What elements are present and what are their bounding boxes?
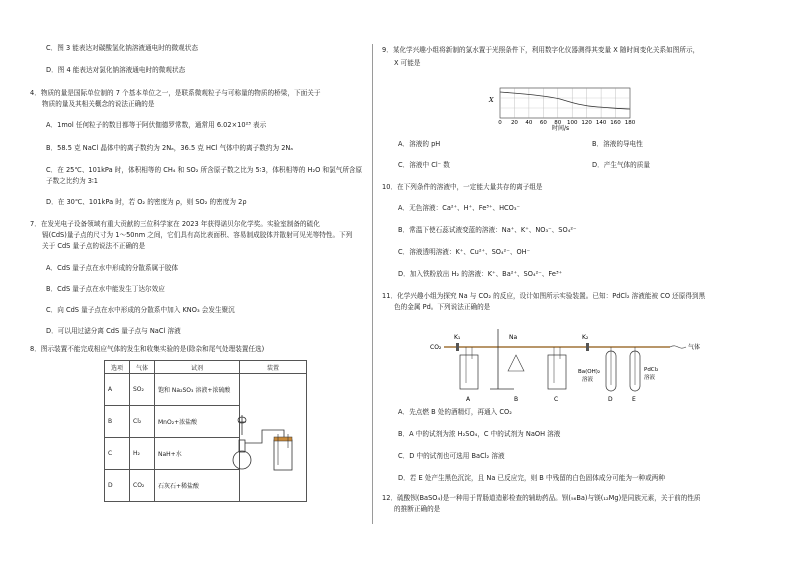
chart-x-tick-label: 120: [581, 120, 592, 126]
chart-y-label: X: [489, 96, 494, 104]
baoh2-label: Ba(OH)₂: [578, 369, 601, 375]
table-header: 装置: [240, 361, 307, 374]
q3-option-d: D．图 4 能表达对氯化钠溶液通电时的微观状态: [46, 66, 186, 74]
chart-series-line: [500, 92, 630, 109]
q10-stem: 10．在下列条件的溶液中，一定能大量共存的离子组是: [382, 183, 543, 191]
pdcl2-label: PdCl₂: [644, 367, 659, 373]
label-c: C: [554, 396, 559, 403]
chart-x-tick-label: 40: [525, 120, 533, 126]
q11-option-a: A．先点燃 B 处的酒精灯，再通入 CO₂: [398, 408, 512, 416]
gas-generation-apparatus-figure: [232, 410, 302, 490]
q4-option-a: A．1mol 任何粒子的数目都等于阿伏伽德罗常数，通常用 6.02×10²³ 表示: [46, 121, 267, 129]
column-divider: [372, 44, 373, 524]
q12-stem: 12．硫酸钡(BaSO₄)是一种用于胃肠道造影检查的辅助药品。钡(₅₆Ba)与镁(₁₂Mg)是同族元素，关于前的性质: [382, 494, 701, 502]
q7-stem-cont2: 关于 CdS 量子点的说法不正确的是: [42, 242, 146, 250]
label-d: D: [608, 396, 613, 403]
q11-stem-cont: 色的金属 Pd。下列说法正确的是: [394, 303, 491, 311]
chart-x-tick-label: 140: [595, 120, 607, 126]
chart-x-tick-label: 80: [554, 120, 562, 126]
table-header: 试剂: [155, 361, 240, 374]
q4-option-b: B．58.5 克 NaCl 晶体中的离子数约为 2Nₐ，36.5 克 HCl 气体中的离子数约为 2Nₐ: [46, 144, 293, 152]
chart-x-tick-label: 160: [610, 120, 621, 126]
chart-x-tick-label: 60: [539, 120, 547, 126]
k2-valve: [586, 343, 589, 351]
table-cell: CO₂: [130, 470, 155, 502]
q7-option-c: C．向 CdS 量子点在水中形成的分散系中加入 KNO₃ 会发生聚沉: [46, 306, 235, 314]
label-a: A: [466, 396, 471, 403]
q7-stem: 7．在发光电子设备领域有重大贡献的三位科学家在 2023 年获得诺贝尔化学奖。实验室制备的硫化: [30, 220, 320, 228]
q9-option-a: A．溶液的 pH: [398, 140, 441, 148]
chart-frame: [500, 88, 630, 118]
q4-option-c: C．在 25℃、101kPa 时，体积相等的 CH₄ 和 SO₂ 所含原子数之比为 5∶3，体积相等的 H₂O 和氯气所含原: [46, 166, 363, 174]
q12-stem-cont: 的推断正确的是: [394, 505, 441, 513]
q11-apparatus-figure: [430, 325, 710, 405]
chart-grid: [500, 88, 630, 118]
table-header-row: [105, 361, 307, 374]
table-cell: SO₂: [130, 374, 155, 406]
table-cell: B: [105, 406, 130, 438]
chart-x-label: 时间/s: [552, 125, 570, 132]
k1-valve: [456, 343, 459, 351]
na-label: Na: [509, 334, 518, 341]
table-cell: MnO₂+浓盐酸: [155, 406, 240, 438]
q10-option-c: C．溶液透明溶液：K⁺、Cu²⁺、SO₄²⁻、OH⁻: [398, 248, 531, 256]
table-cell: 石灰石+稀盐酸: [155, 470, 240, 502]
q9-option-c: C．溶液中 Cl⁻ 数: [398, 161, 450, 169]
table-cell: C: [105, 438, 130, 470]
chart-x-tick-label: 20: [510, 120, 518, 126]
q4-stem-cont: 物质的量及其相关概念的说法正确的是: [42, 100, 155, 108]
table-row: [105, 374, 307, 406]
q9-option-b: B．溶液的导电性: [592, 140, 643, 148]
gas-label: 气体: [688, 344, 701, 351]
q11-option-c: C．D 中的试剂也可选用 BaCl₂ 溶液: [398, 452, 505, 460]
pdcl2-solution-label: 溶液: [644, 375, 656, 381]
co2-label: CO₂: [430, 344, 442, 351]
label-e: E: [632, 396, 636, 403]
table-cell: NaH+水: [155, 438, 240, 470]
q11-stem: 11．化学兴趣小组为探究 Na 与 CO₂ 的反应，设计如图所示实验装置。已知：PdCl₂ 溶液能被 CO 还原得到黑: [382, 292, 706, 300]
q7-option-a: A．CdS 量子点在水中形成的分散系属于胶体: [46, 264, 179, 272]
q10-option-a: A．无色溶液：Ca²⁺、H⁺、Fe³⁺、HCO₃⁻: [398, 204, 521, 212]
gas-balloon: [670, 346, 686, 348]
table-cell: A: [105, 374, 130, 406]
q10-option-b: B．常温下使石蕊试液变蓝的溶液：Na⁺、K⁺、NO₃⁻、SO₄²⁻: [398, 226, 577, 234]
q9-stem-cont: X 可能是: [394, 59, 421, 67]
chart-x-tick-label: 180: [624, 120, 636, 126]
q9-line-chart: [488, 84, 638, 132]
k1-label: K₁: [454, 334, 461, 341]
k2-label: K₂: [582, 334, 589, 341]
table-cell: H₂: [130, 438, 155, 470]
q4-option-d: D．在 30℃、101kPa 时，若 O₂ 的密度为 ρ，则 SO₂ 的密度为 2ρ: [46, 198, 247, 206]
burner-b: [508, 355, 524, 371]
table-cell: D: [105, 470, 130, 502]
q7-stem-cont: 镉(CdS)量子点的尺寸为 1～50nm 之间，它们具有高比表面积、容易制成胶体并散射可见光等特性。下列: [42, 231, 353, 239]
label-b: B: [514, 396, 519, 403]
q3-option-c: C．图 3 能表达对碳酸氢化钠溶液通电时的微观状态: [46, 44, 198, 52]
q7-option-d: D．可以用过滤分离 CdS 量子点与 NaCl 溶液: [46, 327, 181, 335]
q7-option-b: B．CdS 量子点在水中能发生丁达尔效应: [46, 285, 165, 293]
bottle-c: [548, 355, 566, 389]
q9-option-d: D．产生气体的质量: [592, 161, 651, 169]
q10-option-d: D．加入铁粉放出 H₂ 的溶液：K⁺、Ba²⁺、SO₄²⁻、Fe³⁺: [398, 270, 563, 278]
table-header: 气体: [130, 361, 155, 374]
table-header: 选项: [105, 361, 130, 374]
chart-x-tick-label: 100: [566, 120, 578, 126]
q9-stem: 9．某化学兴趣小组将新制的氯水置于光照条件下，利用数字化仪器测得其变量 X 随时间变化关系如图所示，: [382, 46, 700, 54]
table-cell: 饱和 Na₂SO₃ 溶液+浓硫酸: [155, 374, 240, 406]
chart-x-tick-label: 0: [498, 120, 502, 126]
q4-stem: 4．物质的量是国际单位制的 7 个基本单位之一，是联系微观粒子与可称量的物质的桥梁，下面关于: [30, 89, 321, 97]
q8-stem: 8．图示装置不能完成相应气体的发生和收集实验的是(除杂和尾气处理装置任选): [30, 345, 265, 353]
bottle-a: [460, 355, 478, 389]
table-cell: Cl₂: [130, 406, 155, 438]
baoh2-solution-label: 溶液: [582, 377, 594, 383]
q11-option-d: D．若 E 处产生黑色沉淀，且 Na 已反应完，则 B 中残留的白色固体成分可能为一种或两种: [398, 474, 666, 482]
q11-option-b: B．A 中的试剂为浓 H₂SO₄，C 中的试剂为 NaOH 溶液: [398, 430, 561, 438]
q4-option-c-cont: 子数之比约为 3∶1: [46, 177, 98, 185]
